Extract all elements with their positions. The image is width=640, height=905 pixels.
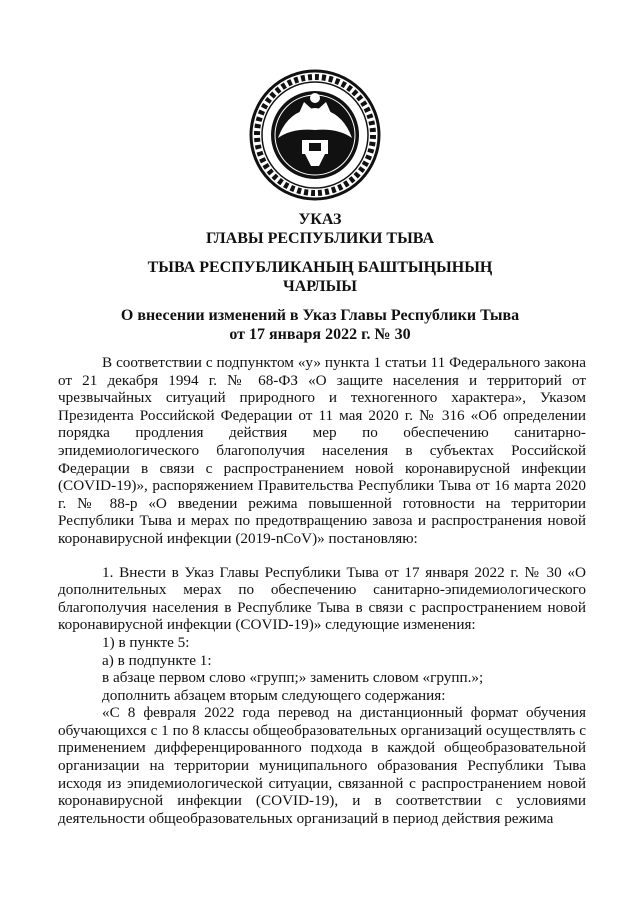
subitem-1a-add-paragraph: дополнить абзацем вторым следующего содержания: [102,686,446,704]
item-1-paragraph: 1. Внести в Указ Главы Республики Тыва от 17 января 2022 г. № 30 «О дополнительных мерах по обеспечению санитарно-эпидемиологического благополучия населения в Республике Тыва в связи с распространением новой коронавирусной инфекции (COVID-19)» следующие изменения: [58,563,586,634]
quoted-amendment-paragraph: «С 8 февраля 2022 года перевод на дистанционный формат обучения обучающихся с 1 по 8 классы общеобразовательных организаций осуществлять с применением дифференцированного подхода в каждой общеобразовательной организации на территории муниципального образования Республики Тыва исходя из эпидемиологической ситуации, связанной с распространением новой коронавирусной инфекции (COVID-19), и в соответствии с условиями деятельности общеобразовательных организаций в период действия режима [58,704,586,827]
decree-subject-line1: О внесении изменений в Указ Главы Республики Тыва [120,307,520,324]
preamble-paragraph: В соответствии с подпунктом «у» пункта 1 статьи 11 Федерального закона от 21 декабря 1994 г. № 68-ФЗ «О защите населения и территорий от чрезвычайных ситуаций природного и техногенного характера», Указом Президента Российской Федерации от 11 мая 2020 г. № 316 «Об определении порядка продления действия мер по обеспечению санитарно-эпидемиологического благополучия населения в субъектах Российской Федерации в связи с распространением новой коронавирусной инфекции (COVID-19)», распоряжением Правительства Республики Тыва от 16 марта 2020 г. № 88-р «О введении режима повышенной готовности на территории Республики Тыва и мерах по предотвращению завоза и распространения новой коронавирусной инфекции (2019-nCoV)» постановляю: [58,354,586,547]
decree-issuer: ГЛАВЫ РЕСПУБЛИКИ ТЫВА [205,230,434,247]
decree-subject-block [60,306,580,344]
subitem-1-paragraph: 1) в пункте 5: [102,633,190,651]
decree-subject-line2: от 17 января 2022 г. № 30 [229,326,411,343]
subitem-1a-paragraph: а) в подпункте 1: [102,651,212,669]
tuvan-title-line2: ЧАРЛЫЫ [282,278,357,295]
decree-title: УКАЗ [298,211,342,228]
decree-body [58,354,586,827]
tuvan-title-block [60,258,580,296]
subitem-1a-text-paragraph: в абзаце первом слово «групп;» заменить словом «групп.»; [102,669,484,687]
tuvan-title-line1: ТЫВА РЕСПУБЛИКАНЫҢ БАШТЫҢЫНЫҢ [147,259,493,276]
tuva-coat-of-arms-emblem [248,68,382,202]
decree-title-block [60,210,580,248]
